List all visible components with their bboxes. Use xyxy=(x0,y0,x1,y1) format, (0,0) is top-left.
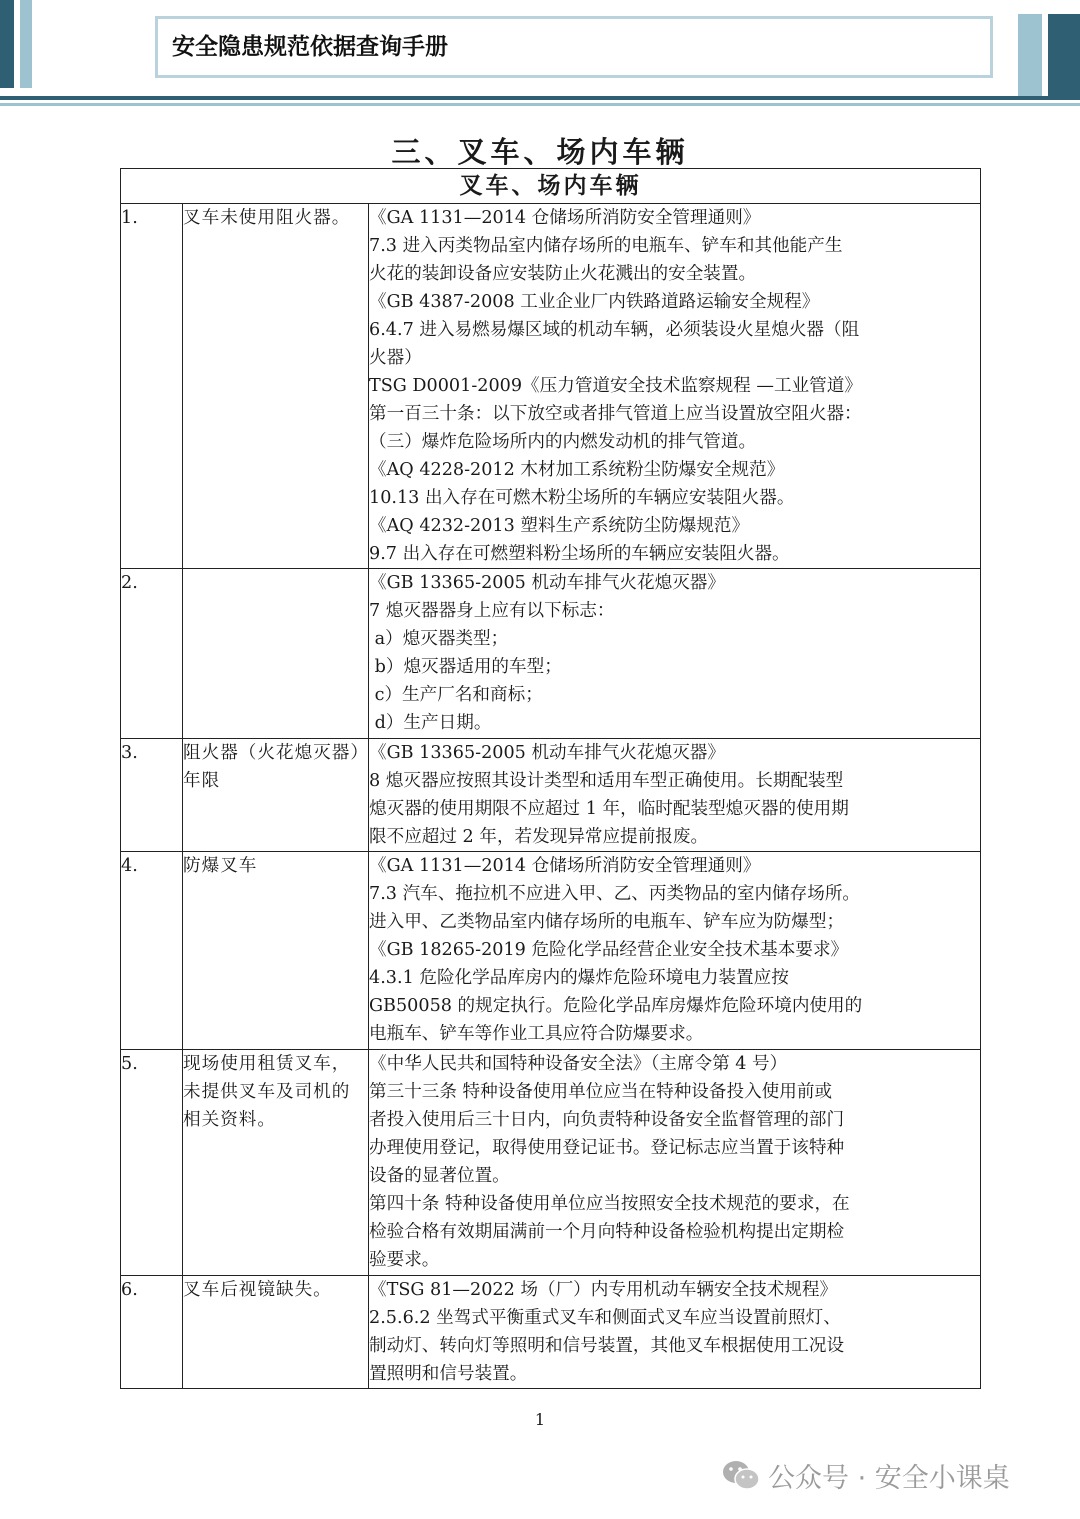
basis-line: 《GB 18265-2019 危险化学品经营企业安全技术基本要求》 xyxy=(369,940,849,960)
basis-line: 办理使用登记，取得使用登记证书。登记标志应当置于该特种 xyxy=(369,1138,845,1158)
basis-line: 10.13 出入存在可燃木粉尘场所的车辆应安装阻火器。 xyxy=(369,488,795,508)
row-issue xyxy=(183,569,369,739)
basis-line: 设备的显著位置。 xyxy=(369,1166,510,1186)
basis-line: 《GB 4387-2008 工业企业厂内铁路道路运输安全规程》 xyxy=(369,292,820,312)
row-basis xyxy=(369,1276,981,1389)
basis-line: 8 熄灭器应按照其设计类型和适用车型正确使用。长期配装型 xyxy=(369,771,844,791)
basis-line: 电瓶车、铲车等作业工具应符合防爆要求。 xyxy=(369,1024,704,1044)
table-row xyxy=(121,1050,981,1276)
page-number: 1 xyxy=(534,1410,546,1429)
row-basis xyxy=(369,1050,981,1276)
basis-line: 2.5.6.2 坐驾式平衡重式叉车和侧面式叉车应当设置前照灯、 xyxy=(369,1308,841,1328)
basis-line: 7.3 进入丙类物品室内储存场所的电瓶车、铲车和其他能产生 xyxy=(369,236,843,256)
basis-line: 《AQ 4228-2012 木材加工系统粉尘防爆安全规范》 xyxy=(369,460,785,480)
basis-line: 验要求。 xyxy=(369,1250,440,1270)
basis-line: 《GB 13365-2005 机动车排气火花熄灭器》 xyxy=(369,743,725,763)
row-issue: 阻火器（火花熄灭器）年限 xyxy=(183,739,369,852)
basis-line: 火器） xyxy=(369,348,422,368)
table-row xyxy=(121,1276,981,1389)
table-caption-row xyxy=(121,169,981,204)
basis-line: 置照明和信号装置。 xyxy=(369,1364,528,1384)
table-caption: 叉车、场内车辆 xyxy=(121,169,981,204)
basis-line: 第四十条 特种设备使用单位应当按照安全技术规范的要求，在 xyxy=(369,1194,850,1214)
row-number: 5. xyxy=(121,1050,183,1276)
basis-line: 第三十三条 特种设备使用单位应当在特种设备投入使用前或 xyxy=(369,1082,833,1102)
row-basis xyxy=(369,204,981,569)
basis-line: 火花的装卸设备应安装防止火花溅出的安全装置。 xyxy=(369,264,757,284)
row-basis xyxy=(369,569,981,739)
row-issue: 叉车未使用阻火器。 xyxy=(183,204,369,569)
watermark-text: 公众号 · 安全小课桌 xyxy=(768,1462,1010,1494)
basis-line: 《TSG 81—2022 场（厂）内专用机动车辆安全技术规程》 xyxy=(369,1280,838,1300)
regulation-table xyxy=(120,168,981,1389)
header-bar-right-light xyxy=(1018,14,1042,96)
row-issue: 叉车后视镜缺失。 xyxy=(183,1276,369,1389)
basis-line: 《GB 13365-2005 机动车排气火花熄灭器》 xyxy=(369,573,725,593)
basis-line: 《GA 1131—2014 仓储场所消防安全管理通则》 xyxy=(369,856,761,876)
header-title: 安全隐患规范依据查询手册 xyxy=(172,34,448,60)
row-issue: 防爆叉车 xyxy=(183,852,369,1050)
row-number: 4. xyxy=(121,852,183,1050)
table-row xyxy=(121,852,981,1050)
basis-line: 6.4.7 进入易燃易爆区域的机动车辆，必须装设火星熄火器（阻 xyxy=(369,320,860,340)
row-number: 3. xyxy=(121,739,183,852)
table-row xyxy=(121,204,981,569)
basis-line: 制动灯、转向灯等照明和信号装置，其他叉车根据使用工况设 xyxy=(369,1336,845,1356)
section-title: 三、叉车、场内车辆 xyxy=(391,135,689,169)
header-bar-left-light xyxy=(20,0,32,88)
header-bar-right-dark xyxy=(1048,14,1080,96)
basis-line: 限不应超过 2 年，若发现异常应提前报废。 xyxy=(369,827,709,847)
basis-line: 者投入使用后三十日内，向负责特种设备安全监督管理的部门 xyxy=(369,1110,845,1130)
row-number: 6. xyxy=(121,1276,183,1389)
basis-line: c）生产厂名和商标； xyxy=(369,685,543,705)
table-row xyxy=(121,569,981,739)
basis-line: 检验合格有效期届满前一个月向特种设备检验机构提出定期检 xyxy=(369,1222,845,1242)
basis-line: 《中华人民共和国特种设备安全法》（主席令第 4 号） xyxy=(369,1054,788,1074)
header-rule-dark xyxy=(0,96,1080,100)
row-issue: 现场使用租赁叉车，未提供叉车及司机的相关资料。 xyxy=(183,1050,369,1276)
basis-line: TSG D0001-2009《压力管道安全技术监察规程 —工业管道》 xyxy=(369,376,862,396)
basis-line: d）生产日期。 xyxy=(369,713,492,733)
basis-line: 熄灭器的使用期限不应超过 1 年，临时配装型熄灭器的使用期 xyxy=(369,799,849,819)
basis-line: b）熄灭器适用的车型； xyxy=(369,657,562,677)
row-basis xyxy=(369,739,981,852)
basis-line: 7.3 汽车、拖拉机不应进入甲、乙、丙类物品的室内储存场所。 xyxy=(369,884,861,904)
row-number: 2. xyxy=(121,569,183,739)
basis-line: a）熄灭器类型； xyxy=(369,629,509,649)
basis-line: 7 熄灭器器身上应有以下标志： xyxy=(369,601,615,621)
basis-line: 《AQ 4232-2013 塑料生产系统防尘防爆规范》 xyxy=(369,516,750,536)
table-row xyxy=(121,739,981,852)
basis-line: 进入甲、乙类物品室内储存场所的电瓶车、铲车应为防爆型； xyxy=(369,912,845,932)
row-basis xyxy=(369,852,981,1050)
header-rule-light xyxy=(0,103,1080,106)
basis-line: （三）爆炸危险场所内的内燃发动机的排气管道。 xyxy=(369,432,757,452)
watermark xyxy=(722,1455,1010,1495)
basis-line: 9.7 出入存在可燃塑料粉尘场所的车辆应安装阻火器。 xyxy=(369,544,790,564)
row-number: 1. xyxy=(121,204,183,569)
basis-line: GB50058 的规定执行。危险化学品库房爆炸危险环境内使用的 xyxy=(369,996,863,1016)
header-bar-left-dark xyxy=(0,0,14,88)
wechat-icon xyxy=(722,1459,760,1491)
basis-line: 4.3.1 危险化学品库房内的爆炸危险环境电力装置应按 xyxy=(369,968,789,988)
basis-line: 《GA 1131—2014 仓储场所消防安全管理通则》 xyxy=(369,208,761,228)
basis-line: 第一百三十条：以下放空或者排气管道上应当设置放空阻火器： xyxy=(369,404,862,424)
